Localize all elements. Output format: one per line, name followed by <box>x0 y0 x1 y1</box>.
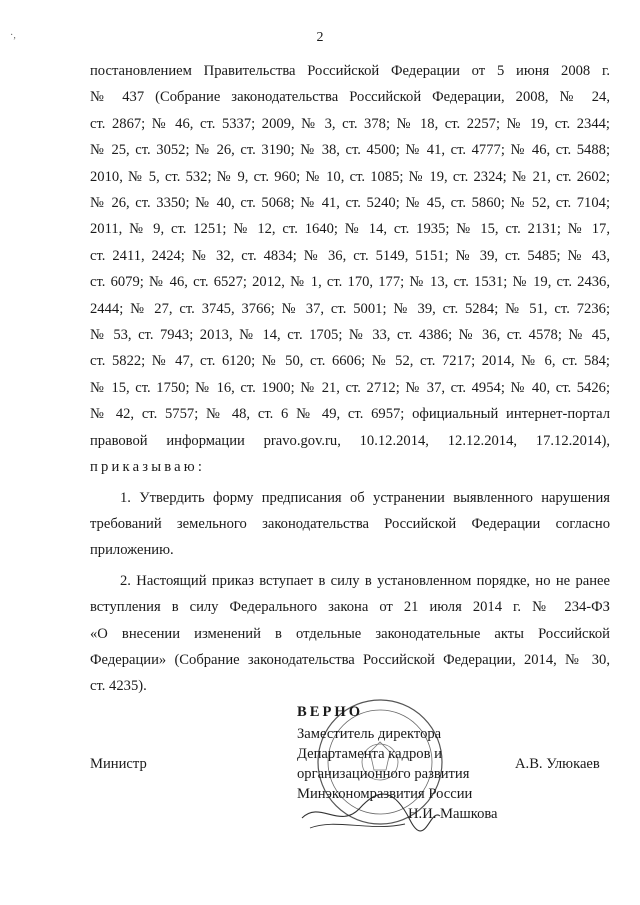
page-number: 2 <box>316 30 324 45</box>
text-line: № 15, ст. 1750; № 16, ст. 1900; № 21, ст. 2712; № 37, ст. 4954; № 40, ст. 5426; <box>90 379 610 396</box>
text-line: № 437 (Собрание законодательства Российской Федерации, 2008, № 24, <box>90 89 610 106</box>
text-line: ст. 2411, 2424; № 32, ст. 4834; № 36, ст. 5149, 5151; № 39, ст. 5485; № 43, <box>90 247 610 264</box>
item-2-line: вступления в силу Федерального закона от 21 июля 2014 г. № 234-ФЗ <box>90 599 610 616</box>
text-line: 2444; № 27, ст. 3745, 3766; № 37, ст. 5001; № 39, ст. 5284; № 51, ст. 7236; <box>90 300 610 317</box>
text-line: ст. 2867; № 46, ст. 5337; 2009, № 3, ст. 378; № 18, ст. 2257; № 19, ст. 2344; <box>90 115 610 132</box>
signatory-position: Министр <box>90 756 147 772</box>
text-line: № 25, ст. 3052; № 26, ст. 3190; № 38, ст. 4500; № 41, ст. 4777; № 46, ст. 5488; <box>90 142 610 159</box>
text-line: ст. 5822; № 47, ст. 6120; № 50, ст. 6606; № 52, ст. 7217; 2014, № 6, ст. 584; <box>90 353 610 370</box>
item-2-line: ст. 4235). <box>90 678 147 695</box>
text-line: 2011, № 9, ст. 1251; № 12, ст. 1640; № 14, ст. 1935; № 15, ст. 2131; № 17, <box>90 221 610 238</box>
text-line: постановлением Правительства Российской Федерации от 5 июня 2008 г. <box>90 63 610 79</box>
certification-line: организационного развития <box>297 766 470 782</box>
item-1-line: требований земельного законодательства Российской Федерации согласно <box>90 515 610 532</box>
text-line: № 53, ст. 7943; 2013, № 14, ст. 1705; № 33, ст. 4386; № 36, ст. 4578; № 45, <box>90 327 610 344</box>
text-line: № 42, ст. 5757; № 48, ст. 6 № 49, ст. 6957; официальный интернет-портал <box>90 406 610 423</box>
document-body <box>90 58 610 700</box>
text-line: правовой информации pravo.gov.ru, 10.12.2014, 12.12.2014, 17.12.2014), <box>90 432 610 449</box>
text-line: ст. 6079; № 46, ст. 6527; 2012, № 1, ст. 170, 177; № 13, ст. 1531; № 19, ст. 2436, <box>90 274 610 291</box>
certifier-name: Н.И. Машкова <box>408 806 498 822</box>
certification-line: Минэкономразвития России <box>297 786 473 802</box>
order-word: приказываю: <box>90 459 206 476</box>
item-2-line: Федерации» (Собрание законодательства Российской Федерации, 2014, № 30, <box>90 651 610 668</box>
item-1-line: приложению. <box>90 542 174 559</box>
item-2-line: 2. Настоящий приказ вступает в силу в установленном порядке, но не ранее <box>120 572 610 589</box>
certification-line: Департамента кадров и <box>297 746 442 762</box>
text-line: № 26, ст. 3350; № 40, ст. 5068; № 41, ст. 5240; № 45, ст. 5860; № 52, ст. 7104; <box>90 195 610 212</box>
verno-mark: ВЕРНО <box>297 704 364 720</box>
item-2-line: «О внесении изменений в отдельные законодательные акты Российской <box>90 625 610 642</box>
item-1-line: 1. Утвердить форму предписания об устранении выявленного нарушения <box>120 489 610 506</box>
text-line: 2010, № 5, ст. 532; № 9, ст. 960; № 10, ст. 1085; № 19, ст. 2324; № 21, ст. 2602; <box>90 168 610 185</box>
certification-line: Заместитель директора <box>297 726 442 742</box>
corner-mark: ·, <box>10 30 16 41</box>
signatory-name: А.В. Улюкаев <box>515 756 600 772</box>
certification-block <box>297 724 472 804</box>
